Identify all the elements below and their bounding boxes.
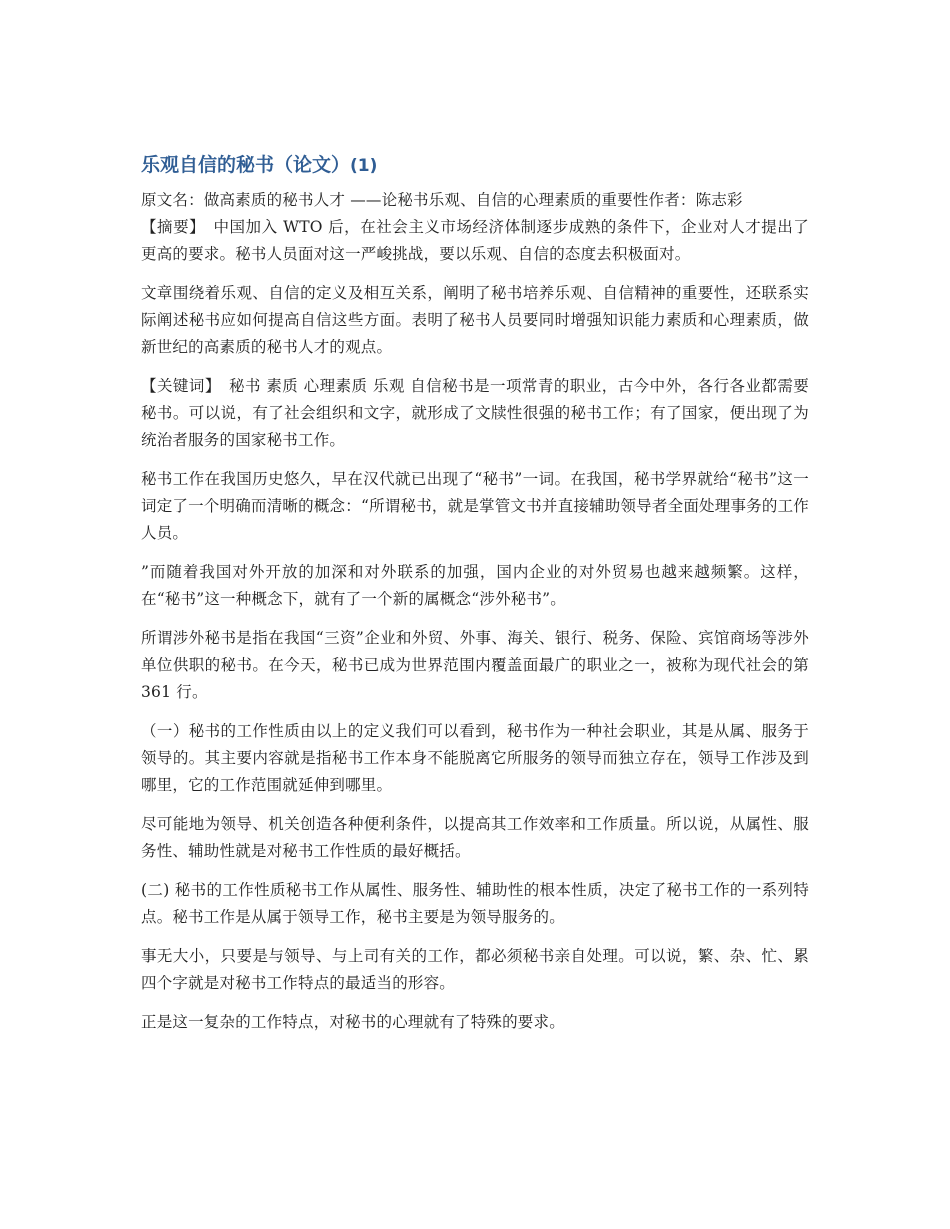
body-paragraph: 尽可能地为领导、机关创造各种便利条件，以提高其工作效率和工作质量。所以说，从属性、服务性、辅助性就是对秘书工作性质的最好概括。 bbox=[141, 815, 809, 860]
abstract-paragraph: 【摘要】 中国加入 WTO 后，在社会主义市场经济体制逐步成熟的条件下，企业对人才提出了更高的要求。秘书人员面对这一严峻挑战，要以乐观、自信的态度去积极面对。 bbox=[141, 218, 809, 263]
document-title bbox=[141, 150, 809, 181]
body-paragraph: 事无大小，只要是与领导、与上司有关的工作，都必须秘书亲自处理。可以说，繁、杂、忙、累四个字就是对秘书工作特点的最适当的形容。 bbox=[141, 947, 809, 992]
document-page bbox=[141, 150, 809, 1048]
body-paragraph: ”而随着我国对外开放的加深和对外联系的加强，国内企业的对外贸易也越来越频繁。这样，在“秘书”这一种概念下，就有了一个新的属概念“涉外秘书”。 bbox=[141, 563, 809, 608]
section-one-paragraph: （一）秘书的工作性质由以上的定义我们可以看到，秘书作为一种社会职业，其是从属、服务于领导的。其主要内容就是指秘书工作本身不能脱离它所服务的领导而独立存在，领导工作涉及到哪里，它的工作范围就延伸到哪里。 bbox=[141, 722, 809, 794]
body-paragraph: 文章围绕着乐观、自信的定义及相互关系，阐明了秘书培养乐观、自信精神的重要性，还联系实际阐述秘书应如何提高自信这些方面。表明了秘书人员要同时增强知识能力素质和心理素质，做新世纪的高素质的秘书人才的观点。 bbox=[141, 284, 809, 356]
title-main: 乐观自信的秘书（论文） bbox=[141, 154, 351, 176]
closing-paragraph: 正是这一复杂的工作特点，对秘书的心理就有了特殊的要求。 bbox=[141, 1013, 565, 1031]
keywords-paragraph: 【关键词】 秘书 素质 心理素质 乐观 自信秘书是一项常青的职业，古今中外，各行各业都需要秘书。可以说，有了社会组织和文字，就形成了文牍性很强的秘书工作；有了国家，便出现了为统治者服务的国家秘书工作。 bbox=[141, 377, 809, 449]
title-suffix: (1) bbox=[350, 156, 378, 176]
body-paragraph: 秘书工作在我国历史悠久，早在汉代就已出现了“秘书”一词。在我国，秘书学界就给“秘书”这一词定了一个明确而清晰的概念：“所谓秘书，就是掌管文书并直接辅助领导者全面处理事务的工作人员。 bbox=[141, 470, 809, 542]
body-paragraph: 所谓涉外秘书是指在我国“三资”企业和外贸、外事、海关、银行、税务、保险、宾馆商场等涉外单位供职的秘书。在今天，秘书已成为世界范围内覆盖面最广的职业之一，被称为现代社会的第 361 行。 bbox=[141, 629, 809, 701]
section-two-paragraph: (二) 秘书的工作性质秘书工作从属性、服务性、辅助性的根本性质，决定了秘书工作的一系列特点。秘书工作是从属于领导工作，秘书主要是为领导服务的。 bbox=[141, 881, 809, 926]
original-title-line: 原文名：做高素质的秘书人才 ——论秘书乐观、自信的心理素质的重要性作者：陈志彩 bbox=[141, 191, 743, 209]
